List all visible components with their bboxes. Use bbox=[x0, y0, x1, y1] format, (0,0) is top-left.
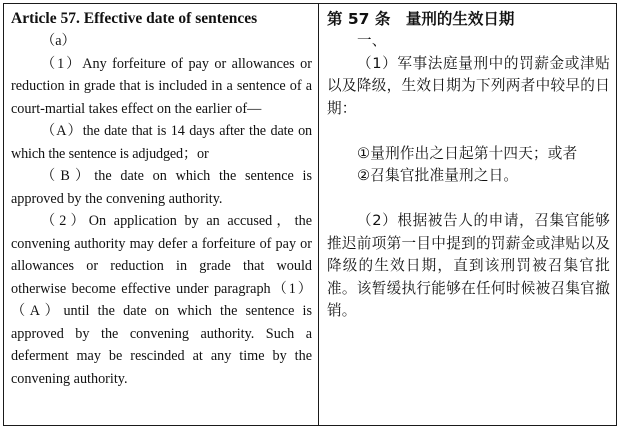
chinese-subsection-a: 一、 bbox=[357, 32, 387, 49]
english-item-b: （B）the date on which the sentence is approved by the convening authority. bbox=[11, 168, 312, 207]
chinese-paragraph-2: （2）根据被告人的申请，召集官能够推迟前项第一目中提到的罚薪金或津贴以及降级的生效日期，直到该刑罚被召集官批准。该暂缓执行能够在任何时候被召集官撤销。 bbox=[327, 212, 610, 319]
chinese-article-title: 第 57 条 量刑的生效日期 bbox=[327, 10, 515, 28]
chinese-item-a: ①量刑作出之日起第十四天；或者 bbox=[357, 144, 578, 162]
english-paragraph-2: （2）On application by an accused，the convening authority may defer a forfeiture of pay or allowances or reduction in grade that would otherwise become effective under paragraph（1）（A）until the date on which the sentence is approved by the convening authority. Such a deferment may be rescinded at any time by the convening authority. bbox=[11, 213, 312, 387]
chinese-paragraph-1: （1）军事法庭量刑中的罚薪金或津贴以及降级，生效日期为下列两者中较早的日期： bbox=[327, 54, 610, 117]
chinese-column bbox=[319, 4, 616, 425]
english-item-a: （A）the date that is 14 days after the date on which the sentence is adjudged；or bbox=[11, 123, 312, 162]
bilingual-table bbox=[3, 3, 617, 426]
english-paragraph-1: （1）Any forfeiture of pay or allowances or reduction in grade that is included in a sentence of a court-martial takes effect on the earlier of— bbox=[11, 55, 312, 117]
english-column bbox=[4, 4, 319, 425]
english-article-title: Article 57. Effective date of sentences bbox=[11, 10, 258, 27]
chinese-item-b: ②召集官批准量刑之日。 bbox=[357, 167, 519, 184]
english-subsection-a: （a） bbox=[41, 33, 76, 49]
